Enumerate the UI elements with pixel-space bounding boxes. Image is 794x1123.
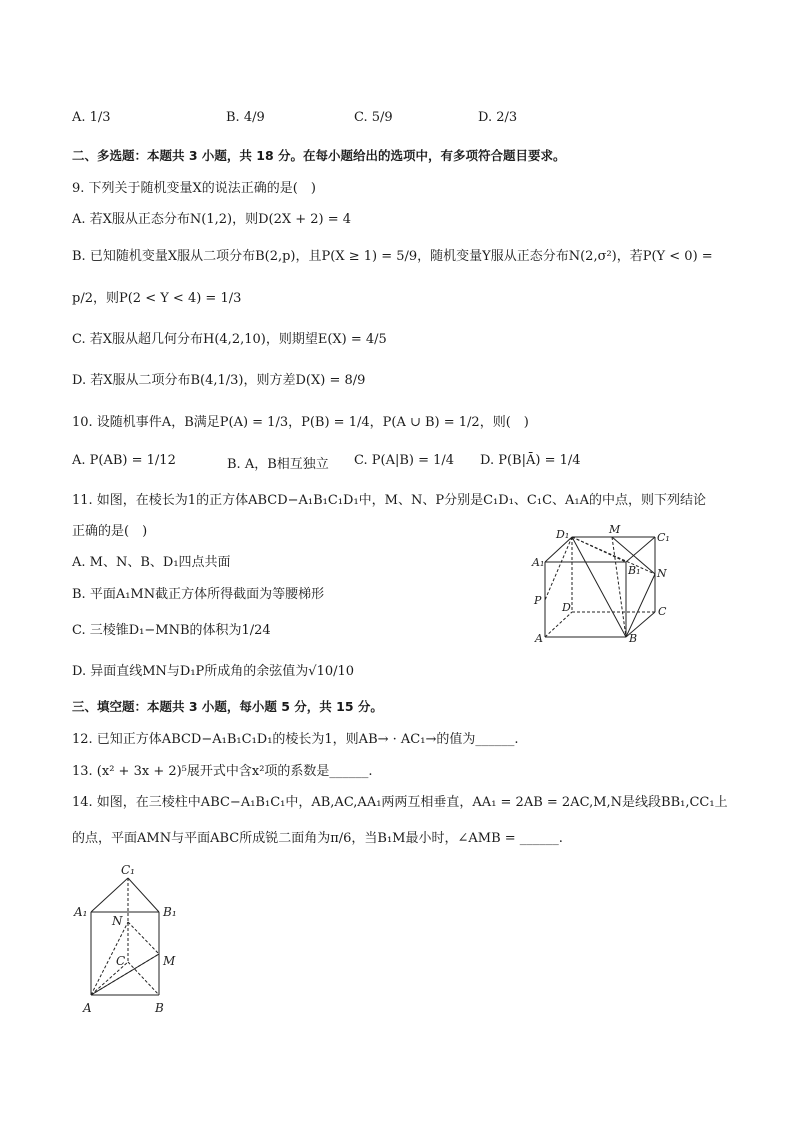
- q11-option-b: B. 平面A₁MN截正方体所得截面为等腰梯形: [72, 587, 325, 602]
- cube-label-a: A: [535, 632, 543, 645]
- prism-label-a: A: [83, 1001, 92, 1015]
- q11-option-a: A. M、N、B、D₁四点共面: [72, 555, 231, 570]
- q8-option-b: B. 4/9: [226, 110, 265, 125]
- q8-option-c: C. 5/9: [354, 110, 393, 125]
- q13-text: 13. (x² + 3x + 2)⁵展开式中含x²项的系数是______.: [72, 764, 373, 779]
- q10-option-b: B. A，B相互独立: [227, 457, 329, 472]
- cube-label-n: N: [657, 567, 667, 580]
- cube-label-b: B: [629, 632, 638, 645]
- cube-label-d1: D₁: [556, 528, 570, 541]
- q9-option-c: C. 若X服从超几何分布H(4,2,10)，则期望E(X) = 4/5: [72, 332, 387, 347]
- cube-label-c: C: [658, 605, 667, 618]
- q9-option-b-line1: B. 已知随机变量X服从二项分布B(2,p)，且P(X ≥ 1) = 5/9，随机变量Y服从正态分布N(2,σ²)，若P(Y < 0) =: [72, 249, 713, 264]
- q9-option-b-line2: p/2，则P(2 < Y < 4) = 1/3: [72, 291, 242, 306]
- prism-label-n: N: [112, 914, 123, 928]
- q9-stem: 9. 下列关于随机变量X的说法正确的是( ): [72, 181, 316, 196]
- q10-stem: 10. 设随机事件A，B满足P(A) = 1/3，P(B) = 1/4，P(A ∪ B) = 1/2，则( ): [72, 415, 529, 430]
- q9-option-a: A. 若X服从正态分布N(1,2)，则D(2X + 2) = 4: [72, 212, 352, 227]
- q8-option-d: D. 2/3: [478, 110, 518, 125]
- q11-stem-line2: 正确的是( ): [72, 524, 148, 539]
- q14-line2: 的点，平面AMN与平面ABC所成锐二面角为π/6，当B₁M最小时，∠AMB = ______.: [72, 831, 563, 846]
- cube-label-m: M: [609, 523, 621, 536]
- cube-label-d: D: [562, 601, 571, 614]
- cube-label-c1: C₁: [657, 531, 670, 544]
- q10-option-d: D. P(B|Ā) = 1/4: [480, 453, 581, 468]
- q10-option-a: A. P(AB) = 1/12: [72, 453, 176, 468]
- prism-label-b1: B₁: [163, 905, 177, 919]
- q11-stem-line1: 11. 如图，在棱长为1的正方体ABCD−A₁B₁C₁D₁中，M、N、P分别是C₁D₁、C₁C、A₁A的中点，则下列结论: [72, 493, 706, 508]
- cube-figure: [528, 522, 676, 647]
- cube-label-a1: A₁: [532, 556, 545, 569]
- q14-line1: 14. 如图，在三棱柱中ABC−A₁B₁C₁中，AB,AC,AA₁两两互相垂直，AA₁ = 2AB = 2AC,M,N是线段BB₁,CC₁上: [72, 795, 728, 810]
- q12-text: 12. 已知正方体ABCD−A₁B₁C₁D₁的棱长为1，则AB→ · AC₁→的值为______.: [72, 732, 519, 747]
- cube-label-p: P: [534, 594, 542, 607]
- prism-label-c: C: [116, 954, 126, 968]
- prism-label-m: M: [163, 954, 176, 968]
- cube-label-b1: B₁: [628, 564, 641, 577]
- section-3-heading: 三、填空题：本题共 3 小题，每小题 5 分，共 15 分。: [72, 699, 383, 714]
- prism-figure: [72, 858, 184, 1020]
- prism-label-a1: A₁: [74, 905, 88, 919]
- section-2-heading: 二、多选题：本题共 3 小题，共 18 分。在每小题给出的选项中，有多项符合题目要求。: [72, 148, 566, 163]
- q11-option-d: D. 异面直线MN与D₁P所成角的余弦值为√10/10: [72, 664, 355, 679]
- prism-label-c1: C₁: [121, 863, 135, 877]
- prism-label-b: B: [155, 1001, 164, 1015]
- q8-option-a: A. 1/3: [72, 110, 111, 125]
- q9-option-d: D. 若X服从二项分布B(4,1/3)，则方差D(X) = 8/9: [72, 373, 366, 388]
- q10-option-c: C. P(A|B) = 1/4: [354, 453, 455, 468]
- q11-option-c: C. 三棱锥D₁−MNB的体积为1/24: [72, 623, 271, 638]
